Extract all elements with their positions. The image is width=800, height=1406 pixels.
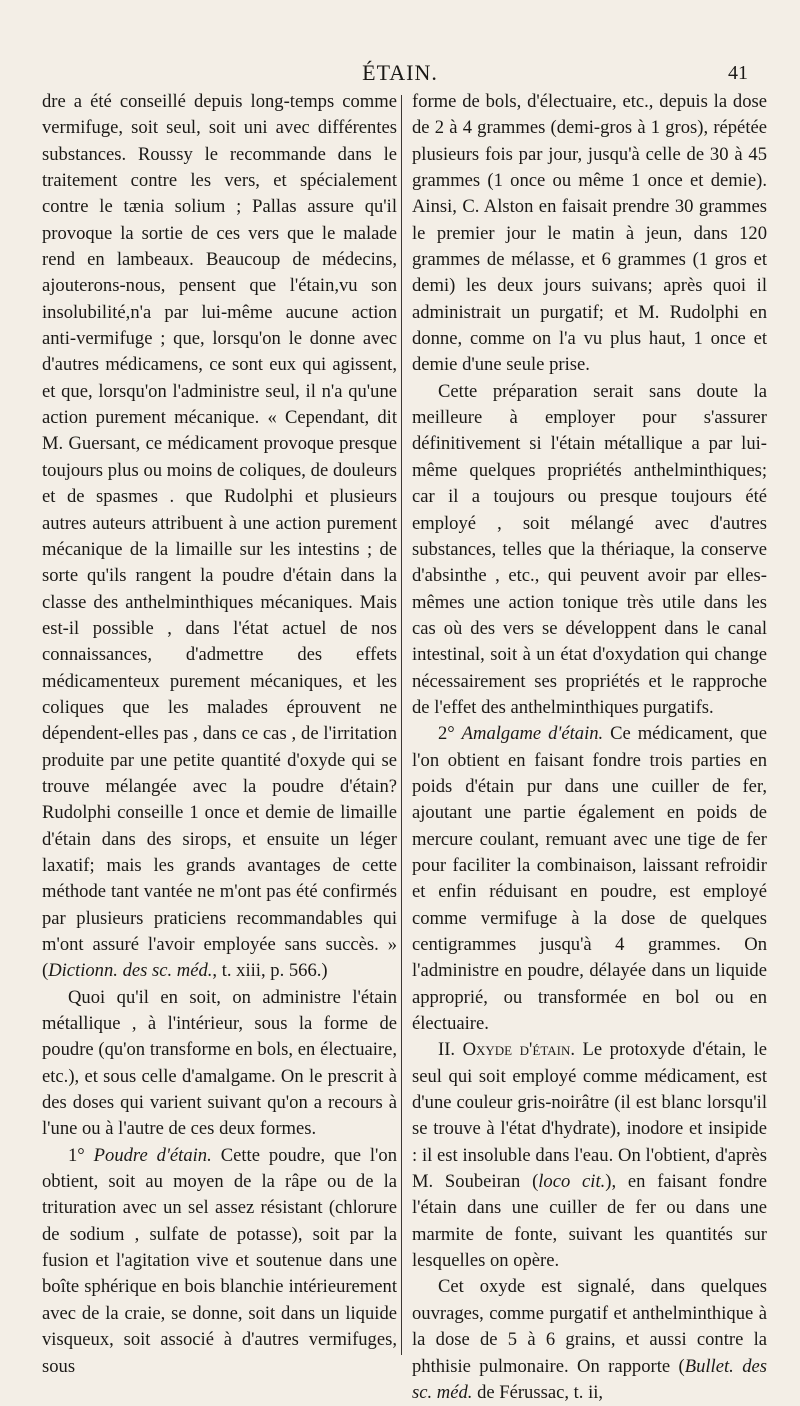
paragraph: 1° Poudre d'étain. Cette poudre, que l'on obtient, soit au moyen de la râpe ou de la trituration avec un sel assez résistant (chlorure de sodium , sulfate de potasse), soit par la fusion et l'agitation vive et soutenue dans une boîte sphérique en bois blanchie intérieurement avec de la craie, se donne, soit dans un liquide visqueux, soit associé à d'autres vermifuges, sous	[42, 1144, 397, 1377]
paragraph: Cette préparation serait sans doute la meilleure à employer pour s'assurer définitivement si l'étain métallique a par lui-même quelques propriétés anthelminthiques; car il a toujours ou presque toujours été employé , soit mélangé avec d'autres substances, telles que la thériaque, la conserve d'absinthe , etc., qui peuvent avoir par elles-mêmes une action tonique très utile dans les cas où des vers se développent dans le canal intestinal, soit à un état d'oxydation qui change nécessairement ses propriétés et le rapproche de l'effet des anthelminthiques purgatifs.	[412, 380, 767, 718]
paragraph-text: dre a été conseillé depuis long-temps comme vermifuge, soit seul, soit uni avec différentes substances. Roussy le recommande dans le traitement contre les vers, et spécialement contre le tænia solium ; Pallas assure qu'il provoque la sortie de ces vers que le malade rend en lambeaux. Beaucoup de médecins, ajouterons-nous, pensent que l'étain,vu son insolubilité,n'a par lui-même aucune action anti-vermifuge ; que, lorsqu'on le donne avec d'autres médicamens, ce sont eux qui agissent, et que, lorsqu'on l'administre seul, il n'a qu'une action purement mécanique. « Cependant, dit M. Guersant, ce médicament provoque presque toujours plus ou moins de coliques, de douleurs et de spasmes . que Rudolphi et plusieurs autres auteurs attribuent à une action purement mécanique de la limaille sur les intestins ; de sorte qu'ils rangent la poudre d'étain dans la classe des anthelminthiques mécaniques. Mais est-il possible , dans l'état actuel de nos connaissances, d'admettre des effets médicamenteux purement mécaniques, et les coliques que les malades éprouvent ne dépendent-elles pas , dans ce cas , de l'irritation produite par une petite quantité d'oxyde qui se trouve mélangée avec la poudre d'étain? Rudolphi conseille 1 once et demie de limaille d'étain dans des sirops, et ensuite un léger laxatif; mais les grands avantages de cette méthode tant vantée ne m'ont pas été confirmés par plusieurs praticiens recommandables qui m'ont assuré l'avoir employée sans succès. »	[42, 91, 397, 955]
paragraph-text: Le protoxyde d'étain, le seul qui soit employé comme médicament, est d'une couleur gris-noirâtre (il est blanc lorsqu'il se trouve à l'état d'hydrate), inodore et insipide : il est insoluble dans l'eau. On l'obtient, d'après M. Soubeiran (	[412, 1039, 767, 1193]
running-title: ÉTAIN.	[362, 60, 438, 85]
paragraph: Quoi qu'il en soit, on administre l'étain métallique , à l'intérieur, sous la forme de poudre (qu'on transforme en bols, en électuaire, etc.), et sous celle d'amalgame. On le prescrit à des doses qui varient suivant qu'on a recours à l'une ou à l'autre de ces deux formes.	[42, 986, 397, 1140]
section-heading: Oxyde d'étain.	[462, 1039, 575, 1061]
left-column	[42, 89, 397, 1380]
right-column	[412, 89, 767, 1406]
paragraph-text: Cette poudre, que l'on obtient, soit au moyen de la râpe ou de la trituration avec un sel assez résistant (chlorure de sodium , sulfate de potasse), soit par la fusion et l'agitation vive et soutenue dans une boîte sphérique en bois blanchie intérieurement avec de la craie, se donne, soit dans un liquide visqueux, soit associé à d'autres vermifuges, sous	[42, 1144, 397, 1377]
citation: loco cit.	[538, 1171, 606, 1193]
paragraph: 2° Amalgame d'étain. Ce médicament, que l'on obtient en faisant fondre trois parties en poids d'étain pur dans une cuiller de fer, ajoutant une partie également en poids de mercure coulant, remuant avec une tige de fer pour faciliter la combinaison, laissant refroidir et enfin réduisant en poudre, est employé comme vermifuge à la dose de quelques centigrammes jusqu'à 4 grammes. On l'administre en poudre, délayée dans un liquide approprié, ou transformée en bol ou en électuaire.	[412, 723, 767, 1035]
section-heading: Poudre d'étain.	[93, 1144, 212, 1166]
paragraph-text: Ce médicament, que l'on obtient en faisant fondre trois parties en poids d'étain pur dans une cuiller de fer, ajoutant une partie également en poids de mercure coulant, remuant avec une tige de fer pour faciliter la combinaison, laissant refroidir et enfin réduisant en poudre, est employé comme vermifuge à la dose de quelques centigrammes jusqu'à 4 grammes. On l'administre en poudre, délayée dans un liquide approprié, ou transformée en bol ou en électuaire.	[412, 723, 767, 1035]
citation: Bullet. des sc. méd.	[412, 1355, 767, 1403]
paragraph: Cet oxyde est signalé, dans quelques ouvrages, comme purgatif et anthelminthique à la dose de 5 à 6 grains, et aussi contre la phthisie pulmonaire. On rapporte (Bullet. des sc. méd. de Férussac, t. ii,	[412, 1276, 767, 1403]
citation: Dictionn. des sc. méd.	[48, 960, 213, 982]
column-divider	[401, 95, 402, 1355]
paragraph-text: Cet oxyde est signalé, dans quelques ouvrages, comme purgatif et anthelminthique à la dose de 5 à 6 grains, et aussi contre la phthisie pulmonaire. On rapporte (	[412, 1276, 767, 1377]
paragraph: dre a été conseillé depuis long-temps comme vermifuge, soit seul, soit uni avec différentes substances. Roussy le recommande dans le traitement contre les vers, et spécialement contre le tænia solium ; Pallas assure qu'il provoque la sortie de ces vers que le malade rend en lambeaux. Beaucoup de médecins, ajouterons-nous, pensent que l'étain,vu son insolubilité,n'a par lui-même aucune action anti-vermifuge ; que, lorsqu'on le donne avec d'autres médicamens, ce sont eux qui agissent, et que, lorsqu'on l'administre seul, il n'a qu'une action purement mécanique. « Cependant, dit M. Guersant, ce médicament provoque presque toujours plus ou moins de coliques, de douleurs et de spasmes . que Rudolphi et plusieurs autres auteurs attribuent à une action purement mécanique de la limaille sur les intestins ; de sorte qu'ils rangent la poudre d'étain dans la classe des anthelminthiques mécaniques. Mais est-il possible , dans l'état actuel de nos connaissances, d'admettre des effets médicamenteux purement mécaniques, et les coliques que les malades éprouvent ne dépendent-elles pas , dans ce cas , de l'irritation produite par une petite quantité d'oxyde qui se trouve mélangée avec la poudre d'étain? Rudolphi conseille 1 once et demie de limaille d'étain dans des sirops, et ensuite un léger laxatif; mais les grands avantages de cette méthode tant vantée ne m'ont pas été confirmés par plusieurs praticiens recommandables qui m'ont assuré l'avoir employée sans succès. » (Dictionn. des sc. méd., t. xiii, p. 566.)	[42, 91, 397, 982]
paragraph: forme de bols, d'électuaire, etc., depuis la dose de 2 à 4 grammes (demi-gros à 1 gros), répétée plusieurs fois par jour, jusqu'à celle de 30 à 45 grammes (1 once ou même 1 once et demie). Ainsi, C. Alston en faisait prendre 30 grammes le premier jour le matin à jeun, dans 120 grammes de mélasse, et 6 grammes (1 gros et demi) les deux jours suivans; après quoi il administrait un purgatif; et M. Rudolphi en donne, comme on l'a vu plus haut, 1 once et demie d'une seule prise.	[412, 91, 767, 376]
section-heading: Amalgame d'étain.	[461, 723, 604, 745]
page-number: 41	[728, 62, 748, 84]
paragraph: II. Oxyde d'étain. Le protoxyde d'étain, le seul qui soit employé comme médicament, est d'une couleur gris-noirâtre (il est blanc lorsqu'il se trouve à l'état d'hydrate), inodore et insipide : il est insoluble dans l'eau. On l'obtient, d'après M. Soubeiran (loco cit.), en faisant fondre l'étain dans une cuiller de fer ou dans une marmite de fonte, suivant les quantités sur lesquelles on opère.	[412, 1039, 767, 1272]
running-head	[0, 60, 800, 90]
